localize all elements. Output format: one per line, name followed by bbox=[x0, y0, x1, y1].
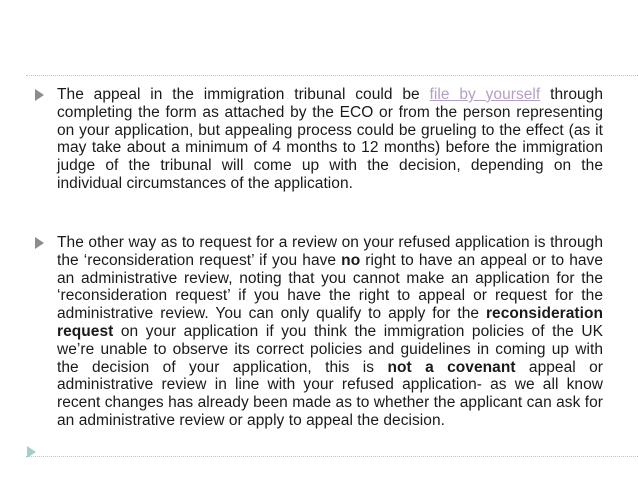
paragraph-appeal-text-2: through completing the form as attached by the ECO or from the person representing on your application, but appealing process could be grueling to the effect (as it may take about a minimum of 4 months to 12 months) before the immigration judge of the tribunal will come up with the decision, depending on the individual circumstances of the application. bbox=[57, 86, 604, 192]
paragraph-reconsideration-text-1: The other way as to request for a review on your refused application is through the ‘reconsideration request’ if you have bbox=[57, 234, 603, 269]
paragraph-reconsideration-text-3: on your application if you think the immigration policies of the UK we’re unable to observe its correct policies and guidelines in coming up with the decision of your application, this is bbox=[57, 322, 603, 376]
top-divider bbox=[26, 75, 638, 76]
paragraph-appeal bbox=[57, 86, 603, 193]
paragraph-reconsideration-text-2: right to have an appeal or to have an administrative review, noting that you cannot make an application for the ‘reconsideration request’ if you have the right to appeal or request for the administrative review. You can only qualify to apply for the bbox=[57, 251, 604, 323]
triangle-bullet-icon bbox=[35, 89, 44, 101]
bold-not-a-covenant: not a covenant bbox=[387, 358, 516, 376]
file-by-yourself-link[interactable]: file by yourself bbox=[429, 86, 541, 103]
slide-corner-triangle-icon bbox=[27, 446, 36, 458]
paragraph-reconsideration bbox=[57, 234, 603, 430]
triangle-bullet-icon bbox=[35, 237, 44, 249]
paragraph-appeal-text-1: The appeal in the immigration tribunal could be bbox=[57, 86, 430, 103]
bold-no: no bbox=[341, 251, 361, 269]
bottom-divider bbox=[26, 456, 638, 457]
paragraph-reconsideration-text-4: appeal or administrative review in line with your refused application- as we all know recent changes has already been made as to whether the applicant can ask for an administrative review or apply to appeal the decision. bbox=[57, 358, 603, 429]
bold-reconsideration-request: reconsideration request bbox=[57, 305, 603, 340]
